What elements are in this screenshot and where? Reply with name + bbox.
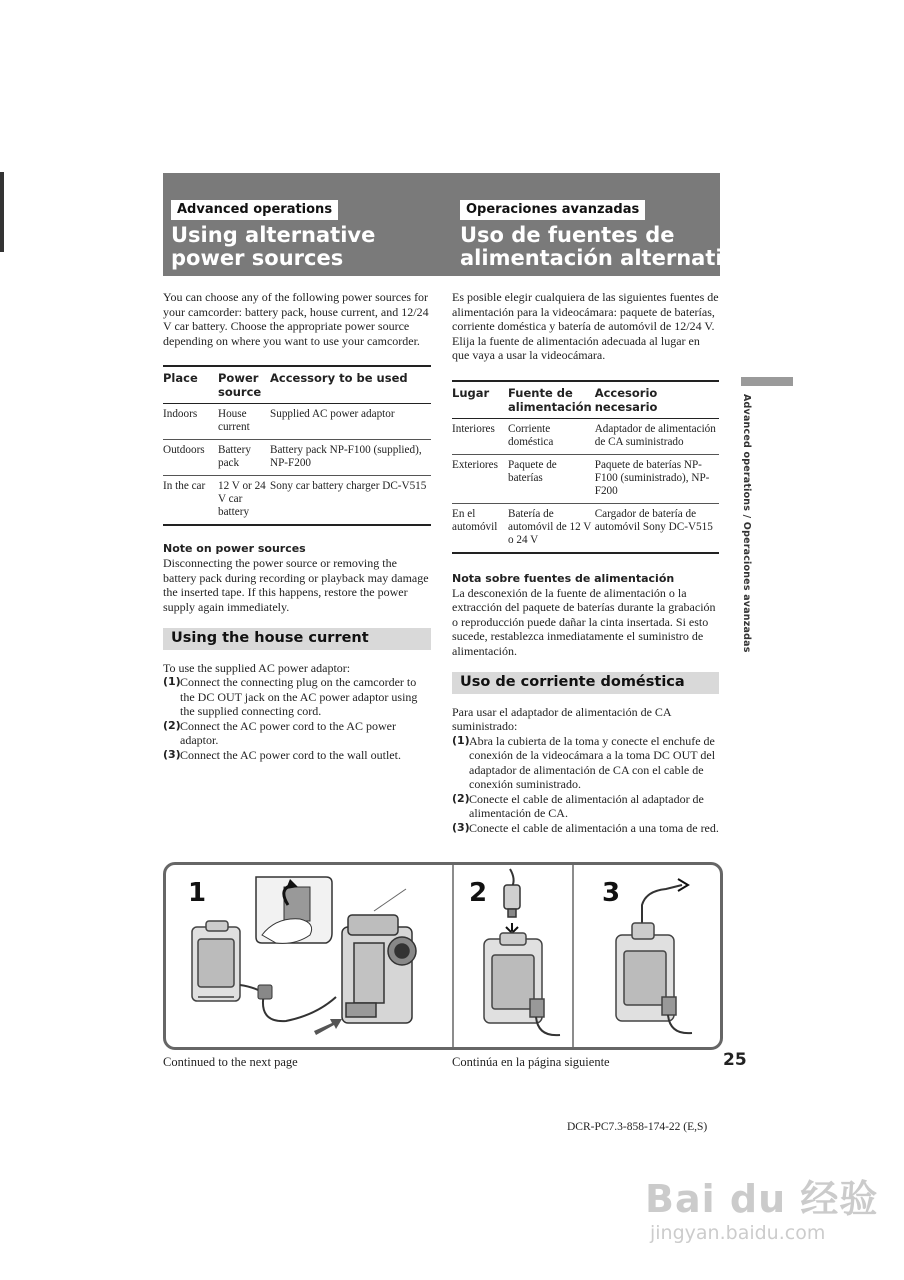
setup-illustration-drawing <box>166 865 720 1047</box>
side-tab-marker <box>741 377 793 386</box>
note-text-es: La desconexión de la fuente de alimentación o la extracción del paquete de baterías durante la grabación o reproducción puede dañar la cinta insertada. Si esto sucede, restablezca inmediatamente el suministro de alimentación. <box>452 585 716 658</box>
table-cell: Battery pack NP-F100 (supplied), NP-F200 <box>270 440 431 476</box>
step-number: (3) <box>452 820 470 834</box>
table-header: Accesorio necesario <box>595 381 719 419</box>
step-text: Abra la cubierta de la toma y conecte el enchufe de conexión de la videocámara a la toma DC OUT del adaptador de alimentación de CA con el cable de conexión suministrado. <box>469 733 716 791</box>
side-tab-label <box>738 394 752 653</box>
step-label: 3 <box>602 878 621 908</box>
table-row <box>452 503 719 553</box>
table-cell: Exteriores <box>452 454 508 503</box>
step-label: 2 <box>469 878 488 908</box>
note-title-en: Note on power sources <box>163 542 306 555</box>
chapter-tag-es: Operaciones avanzadas <box>460 200 645 220</box>
page-title-en-line2: power sources <box>171 246 344 270</box>
table-cell: House current <box>218 404 270 440</box>
step-number: (3) <box>163 747 181 761</box>
section-intro-en: To use the supplied AC power adaptor: <box>163 660 351 675</box>
list-item <box>163 675 431 719</box>
table-row <box>163 404 431 440</box>
table-cell: Outdoors <box>163 440 218 476</box>
table-cell: In the car <box>163 476 218 526</box>
table-cell: Corriente doméstica <box>508 418 595 454</box>
steps-list-en <box>163 675 431 762</box>
banner-es <box>460 200 763 270</box>
power-source-table-en <box>163 365 431 526</box>
table-cell: En el automóvil <box>452 503 508 553</box>
table-row <box>163 476 431 526</box>
continued-note-en: Continued to the next page <box>163 1055 298 1069</box>
power-source-table-es <box>452 380 719 554</box>
page-edge-marker <box>0 172 4 252</box>
page-title-es <box>460 224 763 270</box>
step-text: Conecte el cable de alimentación a una toma de red. <box>469 820 719 835</box>
steps-list-es <box>452 734 719 836</box>
page-title-es-line2: alimentación alternativas <box>460 246 763 270</box>
ac-power-cord-plug-icon <box>504 869 520 917</box>
page-title-es-line1: Uso de fuentes de <box>460 223 675 247</box>
table-header: Fuente de alimentación <box>508 381 595 419</box>
list-item <box>452 821 719 836</box>
table-cell: Cargador de batería de automóvil Sony DC-V515 <box>595 503 719 553</box>
page-title-en-line1: Using alternative <box>171 223 376 247</box>
step-number: (1) <box>163 675 181 688</box>
section-heading-es: Uso de corriente doméstica <box>452 672 719 694</box>
setup-illustration <box>163 862 723 1050</box>
ac-adaptor-icon <box>484 933 544 1023</box>
table-header: Place <box>163 366 218 404</box>
step-text: Conecte el cable de alimentación al adaptador de alimentación de CA. <box>469 791 704 820</box>
note-title-es: Nota sobre fuentes de alimentación <box>452 571 675 585</box>
ac-power-cord-icon <box>642 879 688 923</box>
table-cell: Supplied AC power adaptor <box>270 404 431 440</box>
page-title-en <box>171 224 375 270</box>
camcorder-icon <box>342 915 416 1023</box>
connecting-cord-icon <box>240 985 336 1021</box>
intro-paragraph-es: Es posible elegir cualquiera de las siguientes fuentes de alimentación para la videocámara: paquete de baterías, corriente doméstica y batería de automóvil de 12/24 V. Elija la fuente de alimentación adecuada al lugar en que vaya a usar la videocámara. <box>452 290 719 362</box>
note-text-en: Disconnecting the power source or removing the battery pack during recording or playback may damage the inserted tape. If this happens, restore the power supply again immediately. <box>163 556 429 614</box>
step-text: Connect the connecting plug on the camcorder to the DC OUT jack on the AC power adaptor using the supplied connecting cord. <box>180 675 418 718</box>
section-intro-es: Para usar el adaptador de alimentación de CA suministrado: <box>452 704 671 733</box>
table-row <box>452 418 719 454</box>
inset-pointer <box>374 889 406 911</box>
step-number: (2) <box>452 791 470 805</box>
model-code: DCR-PC7.3-858-174-22 (E,S) <box>567 1121 708 1133</box>
list-item <box>163 748 431 763</box>
section-heading-en: Using the house current <box>163 628 431 650</box>
table-row <box>163 440 431 476</box>
dc-plug-icon <box>258 985 272 999</box>
intro-paragraph-en: You can choose any of the following power sources for your camcorder: battery pack, house current, and 12/24 V car battery. Choose the appropriate power source depending on where you want to use your camcorder. <box>163 290 429 348</box>
table-cell: Indoors <box>163 404 218 440</box>
list-item <box>452 734 719 792</box>
insert-arrow-icon <box>314 1019 342 1035</box>
jack-cover-detail-icon <box>256 877 332 943</box>
english-column <box>163 290 431 762</box>
ac-adaptor-icon <box>616 923 676 1021</box>
step-text: Connect the AC power cord to the wall outlet. <box>180 747 401 762</box>
spanish-column <box>452 290 719 835</box>
table-cell: Interiores <box>452 418 508 454</box>
step-label: 1 <box>188 878 207 908</box>
side-tab-text: Advanced operations / Operaciones avanzadas <box>741 394 752 653</box>
step-number: (2) <box>163 718 181 732</box>
watermark-url: jingyan.baidu.com <box>650 1222 826 1244</box>
continued-note-es: Continúa en la página siguiente <box>452 1055 610 1069</box>
table-header: Lugar <box>452 381 508 419</box>
list-item <box>452 792 719 821</box>
table-cell: 12 V or 24 V car battery <box>218 476 270 526</box>
table-cell: Paquete de baterías <box>508 454 595 503</box>
table-cell: Batería de automóvil de 12 V o 24 V <box>508 503 595 553</box>
list-item <box>163 719 431 748</box>
table-header: Accessory to be used <box>270 366 431 404</box>
watermark-logo: Bai du 经验 <box>645 1177 879 1221</box>
table-header-row <box>163 366 431 404</box>
step-text: Connect the AC power cord to the AC power adaptor. <box>180 718 396 747</box>
chapter-tag-en: Advanced operations <box>171 200 338 220</box>
table-row <box>452 454 719 503</box>
table-cell: Paquete de baterías NP-F100 (suministrado), NP-F200 <box>595 454 719 503</box>
page-number: 25 <box>723 1050 747 1070</box>
section-banner <box>163 173 763 276</box>
table-header: Power source <box>218 366 270 404</box>
table-cell: Adaptador de alimentación de CA suministrado <box>595 418 719 454</box>
down-arrow-icon <box>506 923 518 933</box>
banner-en <box>171 200 375 270</box>
ac-adaptor-icon <box>192 921 240 1001</box>
step-number: (1) <box>452 733 470 747</box>
table-cell: Battery pack <box>218 440 270 476</box>
table-header-row <box>452 381 719 419</box>
table-cell: Sony car battery charger DC-V515 <box>270 476 431 526</box>
